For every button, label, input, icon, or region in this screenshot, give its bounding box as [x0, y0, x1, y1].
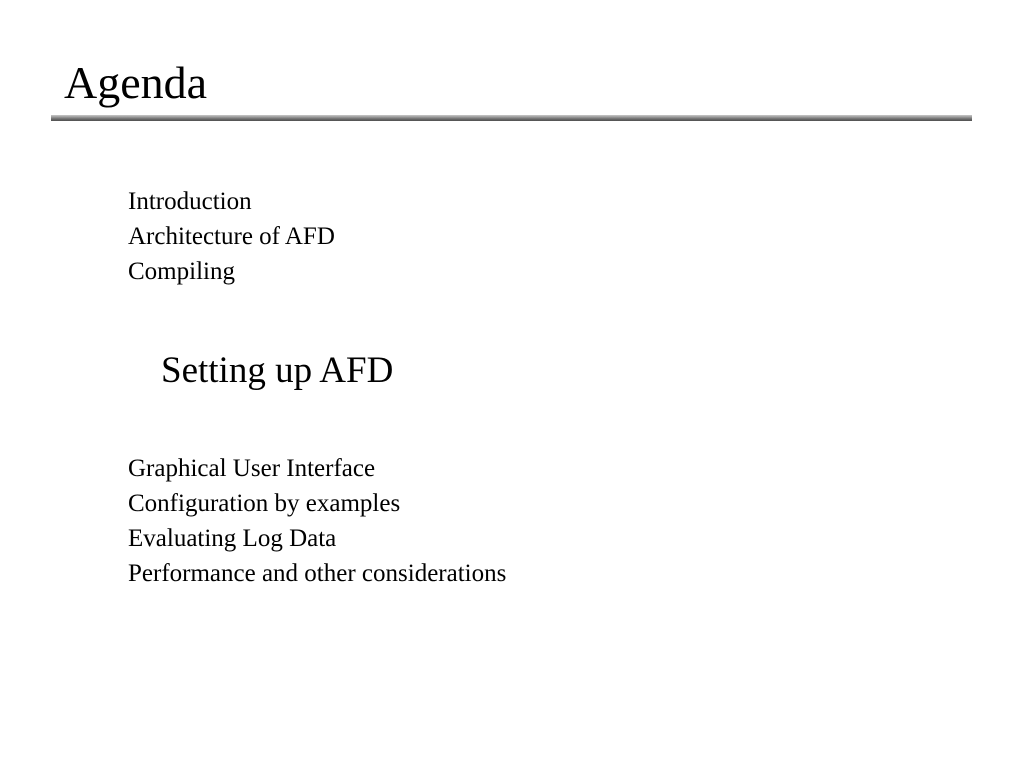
agenda-item-introduction: Introduction — [128, 188, 252, 215]
agenda-item-configuration: Configuration by examples — [128, 490, 401, 517]
agenda-item-compiling: Compiling — [128, 258, 235, 285]
agenda-item-architecture: Architecture of AFD — [128, 223, 335, 250]
slide-title: Agenda — [64, 57, 208, 108]
agenda-list-before — [128, 184, 335, 289]
agenda-item-gui: Graphical User Interface — [128, 455, 376, 482]
agenda-item-performance: Performance and other considerations — [128, 560, 507, 587]
title-divider — [51, 115, 972, 121]
agenda-item-log-data: Evaluating Log Data — [128, 525, 337, 552]
agenda-list-after — [128, 451, 506, 591]
agenda-current-item: Setting up AFD — [161, 350, 394, 391]
